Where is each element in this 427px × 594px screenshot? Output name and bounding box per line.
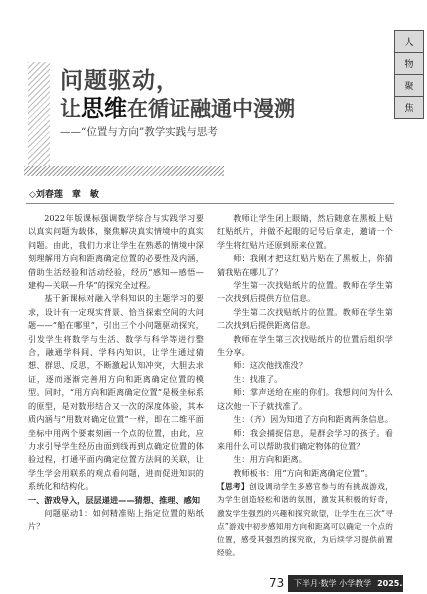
author-line: ◇刘春莲 章 敏 bbox=[29, 190, 99, 200]
side-tab-3: 聚 bbox=[394, 74, 424, 97]
article-subtitle: ——“位置与方向”教学实践与思考 bbox=[60, 126, 218, 138]
paragraph: 师：我会捕捉信息，是群会学习的孩子。看来用什么可以帮助我们确定物体的位置？ bbox=[217, 427, 393, 451]
reflection-note bbox=[217, 480, 393, 559]
paragraph: 学生第二次找贴纸片的位置。教师在学生第二次找到后提供距离信息。 bbox=[217, 306, 393, 331]
magazine-name: 下半月·数学 小学教学 bbox=[294, 579, 372, 588]
paragraph: 学生第一次找贴纸片的位置。教师在学生第一次找到后提供方位信息。 bbox=[217, 280, 393, 304]
article-title-line1: 问题驱动， bbox=[60, 68, 180, 94]
paragraph: 教师在学生第三次找贴纸片的位置后组织学生分享。 bbox=[217, 333, 393, 358]
paragraph: 教师板书：用“方向和距离确定位置”。 bbox=[233, 467, 373, 478]
title-suffix: 在循证融通中漫溯 bbox=[127, 97, 295, 121]
paragraph: 生：用方向和距离。 bbox=[233, 454, 307, 465]
paragraph: 生：找准了。 bbox=[233, 373, 283, 384]
paragraph: 教师让学生闭上眼睛，然后随意在黑板上贴红贴纸片，并做不起眼的记号后拿走，邀请一个学生将红贴片还原到原来位置。 bbox=[217, 213, 393, 250]
paragraph: 师：这次他找准没？ bbox=[233, 360, 307, 371]
title-decoration bbox=[28, 62, 50, 166]
title-highlight: 思维 bbox=[81, 96, 127, 122]
page-number: 73 bbox=[269, 576, 285, 590]
paragraph: 基于新课标对融入学科知识的主题学习的要求，设计有一定现实背景、恰当探索空间的大问题——“船在哪里”，引出三个小问题驱动探究，引发学生将数学与生活、数学与科学等进行整合，融通学科间、学科内知识，让学生通过猜想、群思、反思，不断激起认知冲突，大胆去求证，逐而逐渐完善用方向和距离确定位置的模型。同时，“用方向和距离确定位置”是极坐标系的原型，是对数形结合又一次的深度体验，其本质内涵与“用数对确定位置”一样，即在二维平面坐标中用两个要素刻画一个点的位置，由此，应力求引导学生经历由面到线再到点确定位置的体验过程，打通平面内确定位置方法间的关联，让学生学会用联系的观点看问题，进而促进知识的系统化和结构化。 bbox=[28, 293, 204, 492]
paragraph: 师：掌声送给在座的你们。我想问问为什么这次他一下子就找准了。 bbox=[217, 387, 393, 411]
article-title-line2 bbox=[60, 90, 295, 123]
paragraph: 生：（齐）因为知道了方向和距离两条信息。 bbox=[233, 414, 394, 425]
paragraph: 师：我刚才把这红贴片贴在了黑板上，你猜猜我贴在哪儿了？ bbox=[217, 253, 393, 277]
note-text: 创设调动学生多感官参与的有挑战游戏，为学生创造轻松和谐的氛围，激发其积极的好奇，激发学生强烈的兴趣和探究欲望，让学生在三次“寻点”游戏中初步感知用方向和距离可以确定一个点的位置，感受其强烈的探究欲，为后续学习提供前置经验。 bbox=[217, 482, 393, 558]
left-column bbox=[28, 212, 204, 534]
side-tab-1: 人 bbox=[394, 30, 424, 53]
stripe-divider bbox=[24, 166, 224, 176]
side-tab-2: 物 bbox=[394, 52, 424, 75]
author-divider bbox=[26, 203, 394, 204]
paragraph: 问题驱动1：如何精准贴上指定位置的贴纸片？ bbox=[28, 507, 204, 532]
side-tab-4: 焦 bbox=[394, 96, 424, 119]
footer-band bbox=[288, 575, 408, 592]
issue-date: 2025.3 bbox=[377, 579, 408, 588]
paragraph: 2022年版课标强调数学综合与实践学习要以真实问题为载体，聚焦解决真实情境中的真实问题。由此，我们力求让学生在熟悉的情境中深刻理解用方向和距离确定位置的必要性及内涵，借助生活经验和活动经验，经历“感知—感悟—建构—关联—升华”的探究全过程。 bbox=[28, 213, 204, 291]
title-prefix: 让 bbox=[60, 97, 81, 121]
section-heading: 一、游戏导入，层层递进——猜想、推理、感知 bbox=[28, 494, 201, 505]
right-column bbox=[217, 212, 393, 559]
note-label: 【思考】 bbox=[217, 482, 250, 492]
